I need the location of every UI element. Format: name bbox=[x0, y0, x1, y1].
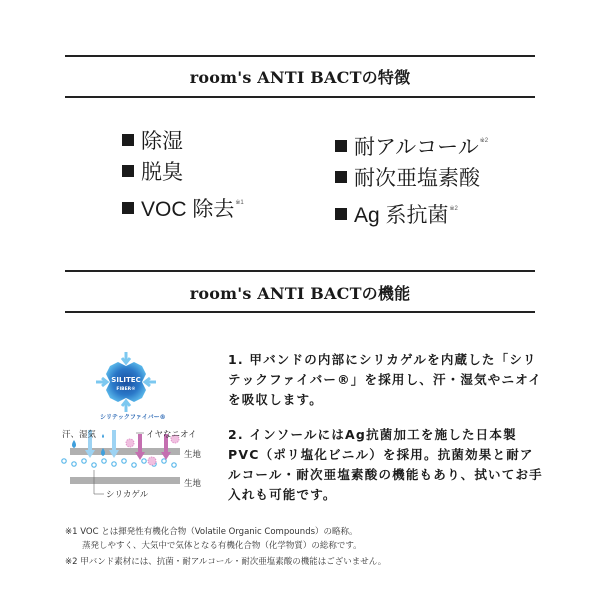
label-fabric-bottom: 生地 bbox=[184, 479, 202, 489]
divider-bottom-1 bbox=[65, 96, 535, 98]
feature-item bbox=[335, 126, 488, 163]
feature-label: 耐アルコール bbox=[354, 136, 479, 159]
feature-label: 脱臭 bbox=[141, 161, 183, 184]
logo-caption: シリテックファイバー® bbox=[100, 414, 166, 421]
features-right-list bbox=[335, 126, 488, 231]
divider-top-2 bbox=[65, 270, 535, 272]
section-title-functions: room's ANTI BACTの機能 bbox=[189, 284, 411, 303]
footnote-marker: ※2 bbox=[479, 138, 489, 144]
divider-top-1 bbox=[65, 55, 535, 57]
label-sweat-moisture: 汗、湿気 bbox=[62, 430, 97, 440]
feature-item bbox=[122, 188, 244, 225]
footnote-marker: ※1 bbox=[235, 200, 244, 206]
footnote-2: ※2 甲バンド素材には、抗菌・耐アルコール・耐次亜塩素酸の機能はございません。 bbox=[65, 557, 387, 567]
feature-label: 除湿 bbox=[141, 130, 183, 153]
description-1: 1. 甲バンドの内部にシリカゲルを内蔵した「シリテックファイバー®」を採用し、汗・湿気やニオイを吸収します。 bbox=[228, 352, 542, 407]
label-fabric-top: 生地 bbox=[184, 450, 202, 460]
feature-label: VOC 除去 bbox=[141, 198, 235, 221]
svg-text:SILITEC: SILITEC bbox=[111, 376, 141, 384]
svg-text:FIBER®: FIBER® bbox=[116, 387, 136, 392]
silitec-fiber-logo bbox=[96, 352, 156, 412]
feature-item bbox=[335, 194, 488, 231]
square-bullet-icon bbox=[335, 140, 347, 152]
footnote-1-line1: ※1 VOC とは揮発性有機化合物（Volatile Organic Compounds）の略称。 bbox=[65, 527, 358, 537]
section-title-features: room's ANTI BACTの特徴 bbox=[189, 68, 411, 87]
label-bad-odor: イヤなニオイ bbox=[146, 430, 197, 440]
feature-item bbox=[122, 157, 244, 188]
feature-label: 耐次亜塩素酸 bbox=[354, 167, 480, 190]
divider-bottom-2 bbox=[65, 311, 535, 313]
footnote-1-line2: 蒸発しやすく、大気中で気体となる有機化合物（化学物質）の総称です。 bbox=[82, 541, 362, 551]
feature-item bbox=[122, 126, 244, 157]
description-2: 2. インソールにはAg抗菌加工を施した日本製PVC（ポリ塩化ビニル）を採用。抗菌効果と耐アルコール・耐次亜塩素酸の機能もあり、拭いてお手入れも可能です。 bbox=[228, 427, 543, 502]
footnotes bbox=[65, 525, 386, 569]
silitec-logo-icon bbox=[96, 352, 156, 412]
square-bullet-icon bbox=[122, 165, 134, 177]
feature-label: Ag 系抗菌 bbox=[354, 204, 449, 227]
square-bullet-icon bbox=[335, 208, 347, 220]
feature-item bbox=[335, 163, 488, 194]
footnote-marker: ※2 bbox=[449, 206, 458, 212]
features-left-list bbox=[122, 126, 244, 225]
square-bullet-icon bbox=[122, 134, 134, 146]
square-bullet-icon bbox=[335, 171, 347, 183]
label-silica-gel: シリカゲル bbox=[106, 490, 149, 500]
square-bullet-icon bbox=[122, 202, 134, 214]
